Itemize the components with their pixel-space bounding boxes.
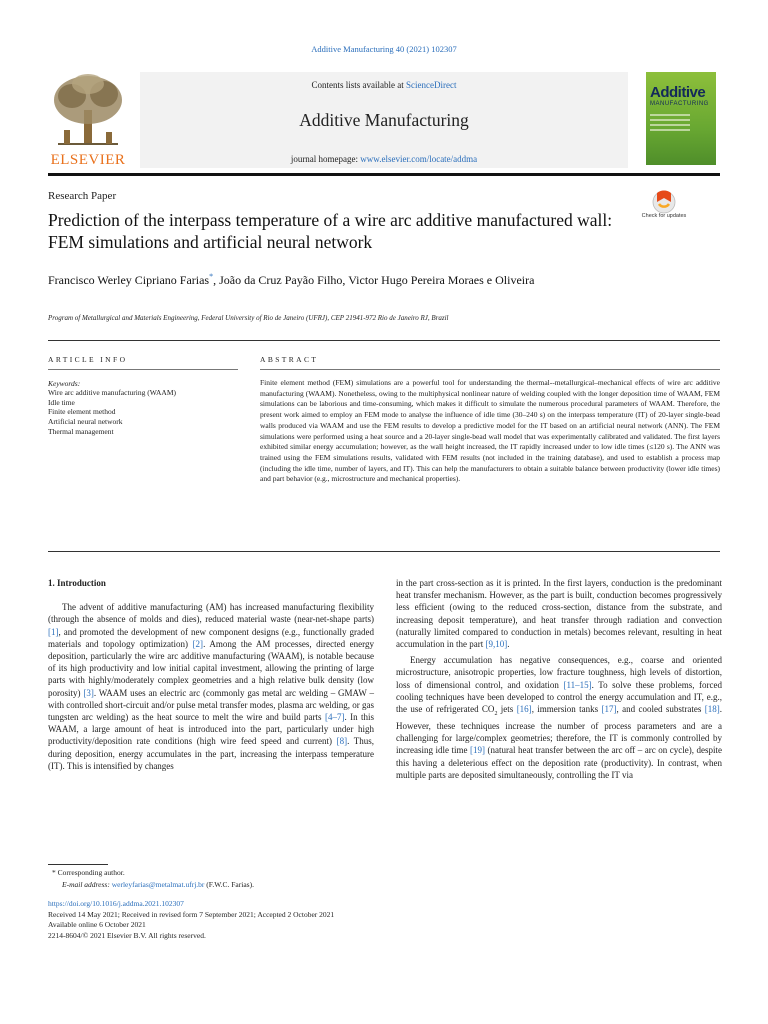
journal-cover[interactable]: [646, 72, 716, 165]
journal-citation[interactable]: Additive Manufacturing 40 (2021) 102307: [311, 44, 457, 54]
intro-paragraph-1-continued: [396, 577, 722, 650]
text-run: . WAAM uses an electric arc (commonly gas metal arc welding – GMAW – with controlled short-circuit and/or pulse metal transfer modes, plasma arc welding, or gas tungsten arc welding) as the heat source to melt the wire and build parts: [48, 687, 375, 723]
reference-link[interactable]: [1]: [48, 626, 59, 637]
text-run: , immersion tanks: [531, 704, 602, 715]
text-run: (natural heat transfer between the arc off – arc on cycle), despite this having a deleterious effect on the deposition rate (productivity). In contrast, when multiple parts are deposited simultaneously, controlling the IT via: [396, 745, 723, 780]
affiliation: Program of Metallurgical and Materials Engineering, Federal University of Rio de Janeiro (UFRJ), CEP 21941-972 Rio de Janeiro RJ, Brazil: [48, 314, 449, 322]
text-run: , and cooled substrates: [616, 704, 705, 715]
keyword-item: Artificial neural network: [48, 417, 123, 427]
elsevier-logo[interactable]: [48, 70, 128, 170]
reference-link[interactable]: [19]: [470, 745, 485, 756]
cover-title: Additive: [650, 84, 706, 101]
abstract-bottom-divider: [48, 551, 720, 552]
homepage-prefix: journal homepage:: [290, 154, 361, 164]
homepage-line: [140, 154, 628, 164]
body-right-column: [396, 577, 722, 781]
introduction-heading: 1. Introduction: [48, 578, 106, 588]
body-left-column: [48, 577, 374, 772]
elsevier-wordmark: ELSEVIER: [50, 152, 126, 168]
elsevier-tree-icon: [48, 70, 128, 152]
email-suffix: (F.W.C. Farias).: [204, 880, 254, 889]
cover-decoration: [650, 114, 690, 134]
available-online: Available online 6 October 2021: [48, 920, 146, 930]
reference-link[interactable]: [18]: [704, 704, 720, 715]
copyright: 2214-8604/© 2021 Elsevier B.V. All rights reserved.: [48, 930, 206, 940]
footnote-rule: [48, 864, 108, 865]
abstract-heading: ABSTRACT: [260, 355, 319, 364]
header-divider: [48, 173, 720, 176]
keywords-label: Keywords:: [48, 379, 81, 388]
homepage-link[interactable]: www.elsevier.com/locate/addma: [360, 154, 478, 164]
contents-prefix: Contents lists available at: [311, 80, 406, 90]
text-run: . However, these techniques increase the number of process parameters and are a challenging for large/complex geometries; therefore, the IT is commonly controlled by increasing idle time: [396, 704, 723, 756]
journal-title: Additive Manufacturing: [299, 110, 469, 130]
footnote-mark: *: [52, 868, 56, 877]
journal-header: [48, 70, 718, 170]
reference-link[interactable]: [11–15]: [563, 679, 592, 690]
info-top-divider: [48, 340, 720, 341]
reference-link[interactable]: [2]: [192, 638, 204, 649]
check-for-updates-badge[interactable]: [648, 190, 680, 230]
keyword-item: Idle time: [48, 397, 75, 407]
article-title: Prediction of the interpass temperature of a wire arc additive manufactured wall: FEM simulations and artificial neural network: [48, 210, 613, 252]
abstract-heading-rule: [260, 369, 720, 370]
intro-paragraph-2: [396, 654, 722, 781]
reference-link[interactable]: [16]: [516, 704, 532, 715]
keywords-list: [48, 388, 238, 437]
text-run: .: [507, 639, 510, 650]
article-metadata: [48, 899, 334, 941]
received-dates: Received 14 May 2021; Received in revised form 7 September 2021; Accepted 2 October 2021: [48, 909, 335, 919]
email-note: [52, 879, 254, 891]
text-run: . Among the AM processes, directed energy deposition, particularly the wire arc additive manufacturing (WAAM), is notable because of its high productivity and low initial capital investment, allowing the printing of large parts with highly/moderately complex geometries and a high relative bulk density (low porosity): [48, 638, 374, 698]
reference-link[interactable]: [4–7]: [324, 712, 345, 723]
check-updates-label: Check for updates: [641, 213, 687, 219]
email-link[interactable]: werleyfarias@metalmat.ufrj.br: [111, 880, 205, 889]
subscript: 2: [494, 710, 498, 717]
text-run: . Thus, during deposition, energy accumulates in the part, increasing the interpass temperature (IT). This is intensified by changes: [48, 736, 375, 771]
corresponding-note: [52, 867, 254, 879]
contents-line: [140, 80, 628, 90]
article-type: Research Paper: [48, 190, 117, 202]
corresponding-text: Corresponding author.: [55, 868, 125, 877]
journal-masthead: [140, 72, 628, 168]
email-label: E-mail address:: [62, 880, 110, 889]
reference-link[interactable]: [3]: [83, 687, 94, 698]
text-run: . In this WAAM, a large amount of heat is introduced into the part, particularly under high productivity/deposition rate conditions (high wire feed speed and current): [48, 712, 374, 747]
text-run: in the part cross-section as it is printed. In the first layers, conduction is the predominant heat transfer mechanism. However, as the part is built, conduction becomes progressively less efficient (owing to the reduced cross-section, distance from the substrate, and increasing deposit temperature), and heat transfer through radiation and convection (naturally limited compared to conduction in metals) becomes relevant, resulting in heat accumulation in the part: [396, 578, 722, 650]
authors-rest[interactable]: , João da Cruz Payão Filho, Victor Hugo Pereira Moraes e Oliveira: [213, 273, 535, 287]
footnote: [52, 867, 254, 891]
author-farias[interactable]: Francisco Werley Cipriano Farias: [48, 273, 210, 287]
reference-link[interactable]: [17]: [601, 704, 617, 715]
doi-link[interactable]: https://doi.org/10.1016/j.addma.2021.102307: [48, 899, 184, 908]
cover-subtitle: MANUFACTURING: [650, 101, 709, 107]
text-run: Energy accumulation has negative consequences, e.g., coarse and oriented microstructure, anisotropic properties, low fracture toughness, high levels of distortion, loss of dimensional control, and oxidation: [396, 655, 722, 690]
reference-link[interactable]: [8]: [336, 736, 348, 747]
text-run: . To solve these problems, forced cooling techniques have been developed to control the energy accumulation and IT, e.g., the use of refrigerated CO: [396, 679, 722, 715]
keyword-item: Thermal management: [48, 426, 114, 436]
text-run: jets: [497, 704, 517, 715]
intro-paragraph-1: [48, 601, 374, 772]
info-heading-rule: [48, 369, 238, 370]
check-updates-icon: [648, 190, 680, 214]
article-info-heading: ARTICLE INFO: [48, 355, 128, 364]
abstract-text: Finite element method (FEM) simulations are a powerful tool for understanding the thermal--metallurgical–mechanical effects of wire arc additive manufacturing (WAAM). Nonetheless, owing to the multiphysical nonlinear nature of welding coupled with the longer deposition time of WAAM, FEM simulations can be laborious and time-consuming, which makes it difficult to simulate the numerous procedural parameters of WAAM. Therefore, the present work aimed to employ an FEM mode to analyse the influence of idle time (30–240 s) on the interpass temperature (IT) of 20-layer single-bead walls produced via WAAM and use the FEM results to develop a predictive model for the IT based on an artificial neural network (ANN). The FEM simulations were performed using a heat source and a 20-layer single-bead wall model that was experimentally calibrated and validated. The first layers exhibited similar energy accumulation; however, as the wall height increased, the IT rapidly increased under to low idle times (≤120 s). The ANN was trained using the FEM simulations results, validated with FEM results (not included in the training database), and used to establish a process map (including the idle time, number of layers, and IT). This can help the manufacturers to obtain a suitable balance between productivity (lower idle times) and part behavior (e.g., microstructure and mechanical properties).: [260, 378, 720, 484]
text-run: , and promoted the development of new component designs (e.g., functionally graded materials and topology optimization): [48, 626, 374, 649]
sciencedirect-link[interactable]: ScienceDirect: [406, 80, 457, 90]
author-list: [48, 268, 668, 289]
corresponding-author-mark[interactable]: *: [209, 272, 214, 281]
reference-link[interactable]: [9,10]: [485, 639, 508, 650]
text-run: The advent of additive manufacturing (AM) has increased manufacturing flexibility (through the absence of molds and dies), reduced material waste (near-net-shape parts): [48, 602, 374, 625]
keyword-item: Finite element method: [48, 407, 116, 417]
keyword-item: Wire arc additive manufacturing (WAAM): [48, 388, 176, 397]
